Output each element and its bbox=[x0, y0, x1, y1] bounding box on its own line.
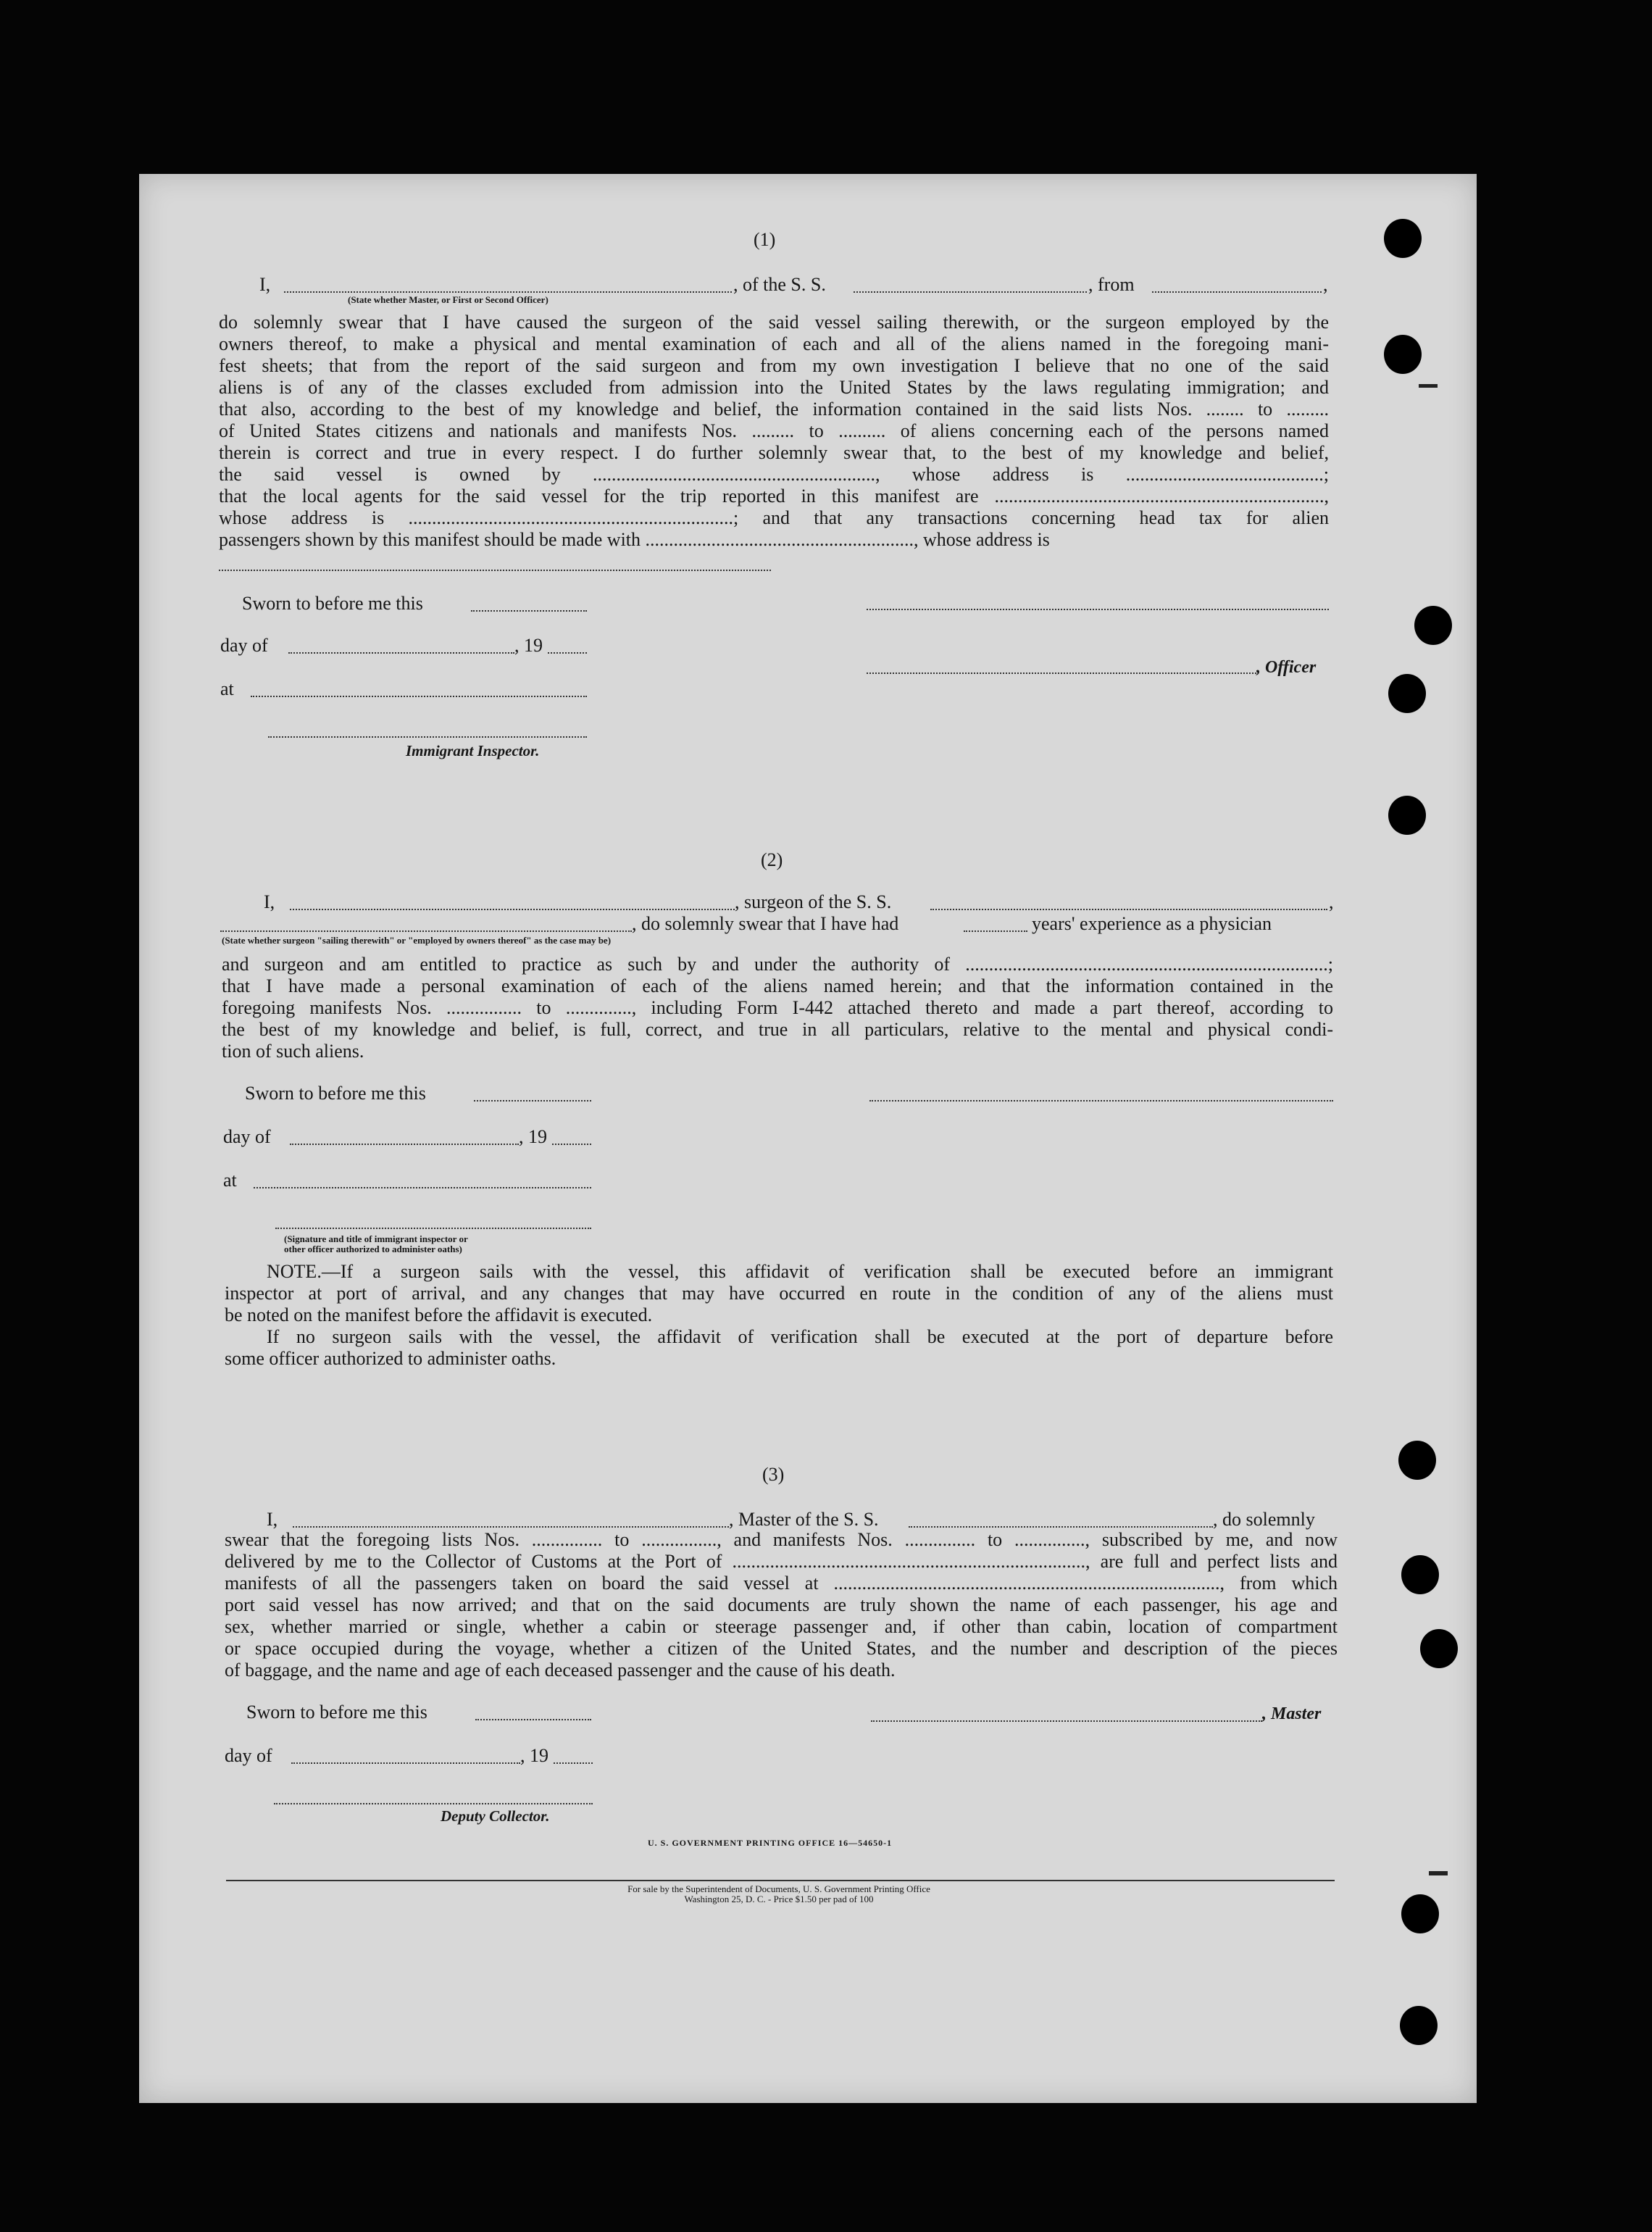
at-label: at bbox=[223, 1170, 237, 1191]
text-line: inspector at port of arrival, and any changes that may have occurred en route in the condition of any of the aliens must bbox=[225, 1283, 1333, 1304]
label: , surgeon of the S. S. bbox=[735, 891, 892, 912]
label: I, bbox=[264, 891, 275, 912]
surgeon-note: (State whether surgeon "sailing therewith" or "employed by owners thereof" as the case may be) bbox=[222, 935, 612, 946]
years-experience-field[interactable] bbox=[964, 930, 1027, 932]
master-name-field[interactable] bbox=[293, 1526, 729, 1528]
section-2-affidavit-text bbox=[222, 954, 1333, 1062]
sworn-label: Sworn to before me this bbox=[242, 593, 423, 614]
punch-hole bbox=[1398, 1441, 1436, 1480]
place-field[interactable] bbox=[251, 696, 587, 697]
label: , from bbox=[1088, 274, 1135, 295]
text-line: that the local agents for the said vessel for the trip reported in this manifest are ......................................................................, bbox=[219, 486, 1329, 507]
section-2-note bbox=[225, 1261, 1333, 1370]
punch-hole bbox=[1401, 1894, 1439, 1933]
sworn-label: Sworn to before me this bbox=[245, 1083, 426, 1104]
day-of-label: day of bbox=[225, 1745, 272, 1766]
place-field[interactable] bbox=[254, 1187, 591, 1188]
inspector-title: Immigrant Inspector. bbox=[406, 742, 540, 759]
signature-note: (Signature and title of immigrant inspector or bbox=[284, 1233, 468, 1244]
sworn-date-field[interactable] bbox=[475, 1719, 591, 1720]
edge-mark bbox=[1419, 384, 1438, 388]
signature-note: other officer authorized to administer oaths) bbox=[284, 1244, 462, 1254]
text-line: be noted on the manifest before the affidavit is executed. bbox=[225, 1304, 653, 1325]
label: I, bbox=[259, 274, 271, 295]
master-title: , Master bbox=[1262, 1704, 1322, 1723]
text-line: whose address is .....................................................................; and that any transactions concerning head tax for alien bbox=[219, 507, 1329, 528]
text-line: sex, whether married or single, whether a cabin or steerage passenger and, if other than cabin, location of compartment bbox=[225, 1616, 1338, 1637]
punch-hole bbox=[1388, 796, 1426, 835]
section-1-number: (1) bbox=[754, 229, 776, 250]
section-3-affidavit-text bbox=[225, 1529, 1338, 1681]
text-line: or space occupied during the voyage, whether a citizen of the United States, and the number and description of the pieces bbox=[225, 1638, 1338, 1659]
officer-title: , Officer bbox=[1256, 658, 1317, 677]
punch-hole bbox=[1400, 2006, 1438, 2045]
punch-hole bbox=[1401, 1555, 1439, 1594]
collector-signature-field[interactable] bbox=[274, 1803, 593, 1804]
month-field[interactable] bbox=[291, 1762, 520, 1764]
gpo-imprint: U. S. GOVERNMENT PRINTING OFFICE 16—54650-1 bbox=[648, 1838, 893, 1848]
text-line: therein is correct and true in every respect. I do further solemnly swear that, to the best of my knowledge and belief, bbox=[219, 442, 1329, 463]
text-line: that also, according to the best of my knowledge and belief, the information contained in the said lists Nos. ........ to ......... bbox=[219, 399, 1329, 420]
sworn-date-field[interactable] bbox=[471, 610, 587, 612]
text-line: If no surgeon sails with the vessel, the affidavit of verification shall be executed at the port of departure before bbox=[267, 1326, 1333, 1347]
edge-mark bbox=[1429, 1871, 1448, 1875]
year-label: , 19 bbox=[520, 1745, 548, 1766]
day-of-label: day of bbox=[223, 1126, 271, 1147]
text-line: port said vessel has now arrived; and that on the said documents are truly shown the name of each passenger, his age and bbox=[225, 1594, 1338, 1615]
label: , Master of the S. S. bbox=[729, 1509, 879, 1530]
label: years' experience as a physician bbox=[1032, 913, 1272, 934]
footer-rule bbox=[226, 1880, 1335, 1881]
month-field[interactable] bbox=[288, 652, 514, 654]
inspector-signature-field[interactable] bbox=[268, 736, 587, 738]
punch-hole bbox=[1388, 674, 1426, 713]
text-line: manifests of all the passengers taken on board the said vessel at .................................................................................., from which bbox=[225, 1573, 1338, 1594]
punch-hole bbox=[1384, 335, 1422, 374]
label: , of the S. S. bbox=[733, 274, 826, 295]
section-1-affidavit-text bbox=[219, 312, 1329, 551]
section-3-number: (3) bbox=[762, 1464, 785, 1485]
text-line: foregoing manifests Nos. ................ to .............., including Form I-442 attached thereto and made a part thereof, according to bbox=[222, 997, 1333, 1018]
master-ship-field[interactable] bbox=[909, 1526, 1213, 1528]
text-line: the said vessel is owned by ............................................................, whose address is ..........................................; bbox=[219, 464, 1329, 485]
address-continuation-field[interactable] bbox=[219, 570, 771, 571]
ship-name-field[interactable] bbox=[854, 291, 1087, 293]
year-field[interactable] bbox=[554, 1762, 593, 1764]
sale-note: Washington 25, D. C. - Price $1.50 per pad of 100 bbox=[684, 1894, 874, 1904]
label: I, bbox=[267, 1509, 278, 1530]
inspector-signature-field[interactable] bbox=[275, 1228, 591, 1229]
text-line: swear that the foregoing lists Nos. ............... to ................, and manifests Nos. ............... to ..............., subscribed by me, and now bbox=[225, 1529, 1338, 1550]
punch-hole bbox=[1384, 219, 1422, 258]
text-line: of United States citizens and nationals and manifests Nos. ......... to .......... of aliens concerning each of the persons named bbox=[219, 420, 1329, 441]
at-label: at bbox=[220, 678, 234, 699]
text-line: tion of such aliens. bbox=[222, 1041, 364, 1062]
text-line: the best of my knowledge and belief, is full, correct, and true in all particulars, relative to the mental and physical condi- bbox=[222, 1019, 1333, 1040]
label: , bbox=[1329, 891, 1334, 912]
text-line: fest sheets; that from the report of the said surgeon and from my own investigation I believe that no one of the said bbox=[219, 355, 1329, 376]
label: , do solemnly swear that I have had bbox=[632, 913, 899, 934]
text-line: some officer authorized to administer oaths. bbox=[225, 1348, 556, 1369]
collector-title: Deputy Collector. bbox=[441, 1807, 550, 1825]
text-line: that I have made a personal examination of each of the aliens named herein; and that the information contained in the bbox=[222, 975, 1333, 996]
officer-note: (State whether Master, or First or Second Officer) bbox=[348, 294, 548, 305]
text-line: do solemnly swear that I have caused the surgeon of the said vessel sailing therewith, or the surgeon employed by the bbox=[219, 312, 1329, 333]
from-port-field[interactable] bbox=[1152, 291, 1322, 293]
text-line: and surgeon and am entitled to practice as such by and under the authority of .............................................................................; bbox=[222, 954, 1333, 975]
officer-signature-field[interactable] bbox=[867, 609, 1329, 610]
section-2-number: (2) bbox=[761, 849, 783, 870]
sale-note: For sale by the Superintendent of Documents, U. S. Government Printing Office bbox=[627, 1883, 930, 1894]
text-line: owners thereof, to make a physical and mental examination of each and all of the aliens named in the foregoing mani- bbox=[219, 333, 1329, 354]
text-line: delivered by me to the Collector of Customs at the Port of ..........................................................................., are full and perfect lists and bbox=[225, 1551, 1338, 1572]
sworn-label: Sworn to before me this bbox=[246, 1702, 427, 1723]
surgeon-name-field[interactable] bbox=[290, 909, 735, 910]
label: , bbox=[1323, 274, 1328, 295]
punch-hole bbox=[1414, 606, 1452, 645]
text-line: of baggage, and the name and age of each deceased passenger and the cause of his death. bbox=[225, 1660, 896, 1681]
year-label: , 19 bbox=[519, 1126, 547, 1147]
surgeon-ship-field[interactable] bbox=[930, 909, 1327, 910]
label: , do solemnly bbox=[1213, 1509, 1315, 1530]
text-line: aliens is of any of the classes excluded from admission into the United States by the laws regulating immigration; and bbox=[219, 377, 1329, 398]
day-of-label: day of bbox=[220, 635, 268, 656]
year-field[interactable] bbox=[548, 652, 587, 654]
officer-name-field[interactable] bbox=[284, 291, 732, 293]
surgeon-signature-field[interactable] bbox=[869, 1100, 1333, 1102]
officer-name-line[interactable] bbox=[867, 672, 1256, 674]
section-1-line-1 bbox=[259, 274, 270, 296]
punch-hole bbox=[1420, 1629, 1458, 1668]
text-line: NOTE.—If a surgeon sails with the vessel, this affidavit of verification shall be executed before an immigrant bbox=[267, 1261, 1333, 1282]
surgeon-status-field[interactable] bbox=[220, 930, 632, 932]
month-field[interactable] bbox=[290, 1144, 519, 1145]
year-field[interactable] bbox=[552, 1144, 591, 1145]
master-signature-field[interactable] bbox=[871, 1720, 1262, 1722]
sworn-date-field[interactable] bbox=[474, 1100, 591, 1102]
text-line: passengers shown by this manifest should be made with ........................................................., whose address is bbox=[219, 529, 1050, 550]
year-label: , 19 bbox=[514, 635, 543, 656]
